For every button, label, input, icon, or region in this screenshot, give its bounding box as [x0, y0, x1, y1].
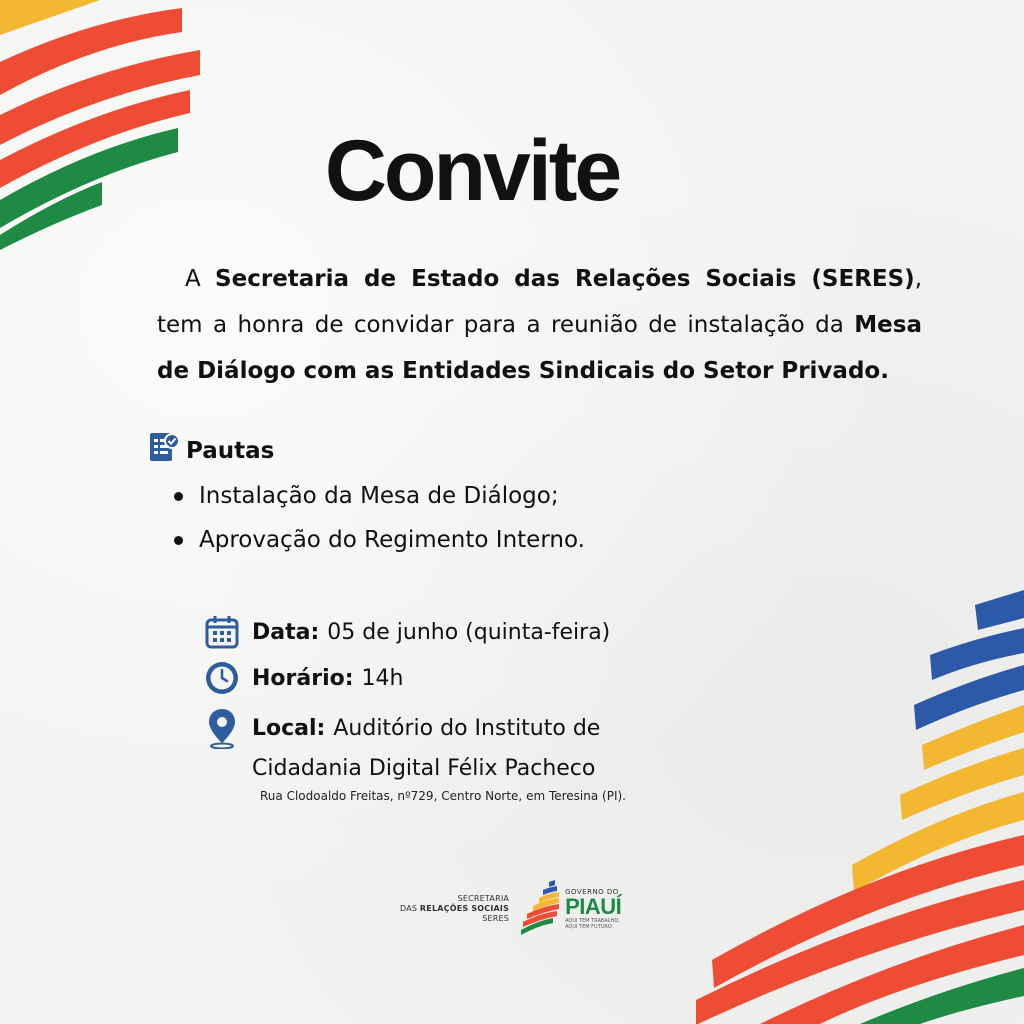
- location-value-line1: Auditório do Instituto de: [333, 716, 601, 741]
- intro-text-1: A: [185, 266, 216, 292]
- seres-line2-bold: RELAÇÕES SOCIAIS: [419, 904, 510, 913]
- address-text: Rua Clodoaldo Freitas, nº729, Centro Norte, em Teresina (PI).: [260, 789, 626, 803]
- page-title: Convite: [324, 123, 620, 219]
- piaui-map-emblem-icon: [519, 878, 561, 940]
- intro-paragraph: [157, 256, 922, 394]
- footer-logos: [400, 878, 621, 940]
- date-label: Data:: [252, 620, 320, 645]
- gov-line1: GOVERNO DO: [565, 887, 619, 896]
- intro-org-name: Secretaria de Estado das Relações Sociais (SERES): [215, 266, 915, 292]
- list-item: [174, 518, 585, 562]
- list-item-text: Aprovação do Regimento Interno.: [199, 527, 585, 553]
- calendar-icon: [204, 613, 240, 651]
- intro-text-2: , tem a honra de convidar para a reunião de instalação da: [157, 266, 923, 338]
- gov-line2: PIAUÍ: [565, 893, 622, 919]
- list-item: [174, 474, 585, 518]
- seres-logo: [400, 894, 509, 924]
- time-row: [204, 659, 403, 699]
- stripe-blue-1: [975, 590, 1024, 630]
- pautas-heading: [148, 432, 274, 470]
- date-value: 05 de junho (quinta-feira): [327, 620, 611, 645]
- piaui-government-logo: [519, 878, 621, 940]
- date-row: [204, 613, 610, 653]
- time-value: 14h: [361, 666, 404, 691]
- checklist-icon: [148, 431, 180, 471]
- location-label: Local:: [252, 716, 326, 741]
- list-item-text: Instalação da Mesa de Diálogo;: [199, 483, 559, 509]
- clock-icon: [204, 659, 240, 697]
- seres-line2-prefix: DAS: [400, 904, 420, 913]
- bullet-icon: [174, 492, 183, 501]
- location-value-line2: Cidadania Digital Félix Pacheco: [252, 756, 596, 781]
- pautas-heading-label: Pautas: [186, 438, 275, 464]
- map-pin-icon: [204, 709, 240, 747]
- gov-tagline-2: AQUI TEM FUTURO: [565, 923, 612, 930]
- pautas-list: [174, 474, 585, 562]
- seres-line3: SERES: [482, 914, 510, 923]
- location-row: [204, 709, 600, 789]
- gov-tagline-1: AQUI TEM TRABALHO,: [565, 917, 620, 924]
- intro-event-name: Mesa de Diálogo com as Entidades Sindicais do Setor Privado.: [157, 312, 922, 384]
- seres-line1: SECRETARIA: [457, 894, 510, 903]
- time-label: Horário:: [252, 666, 354, 691]
- bullet-icon: [174, 536, 183, 545]
